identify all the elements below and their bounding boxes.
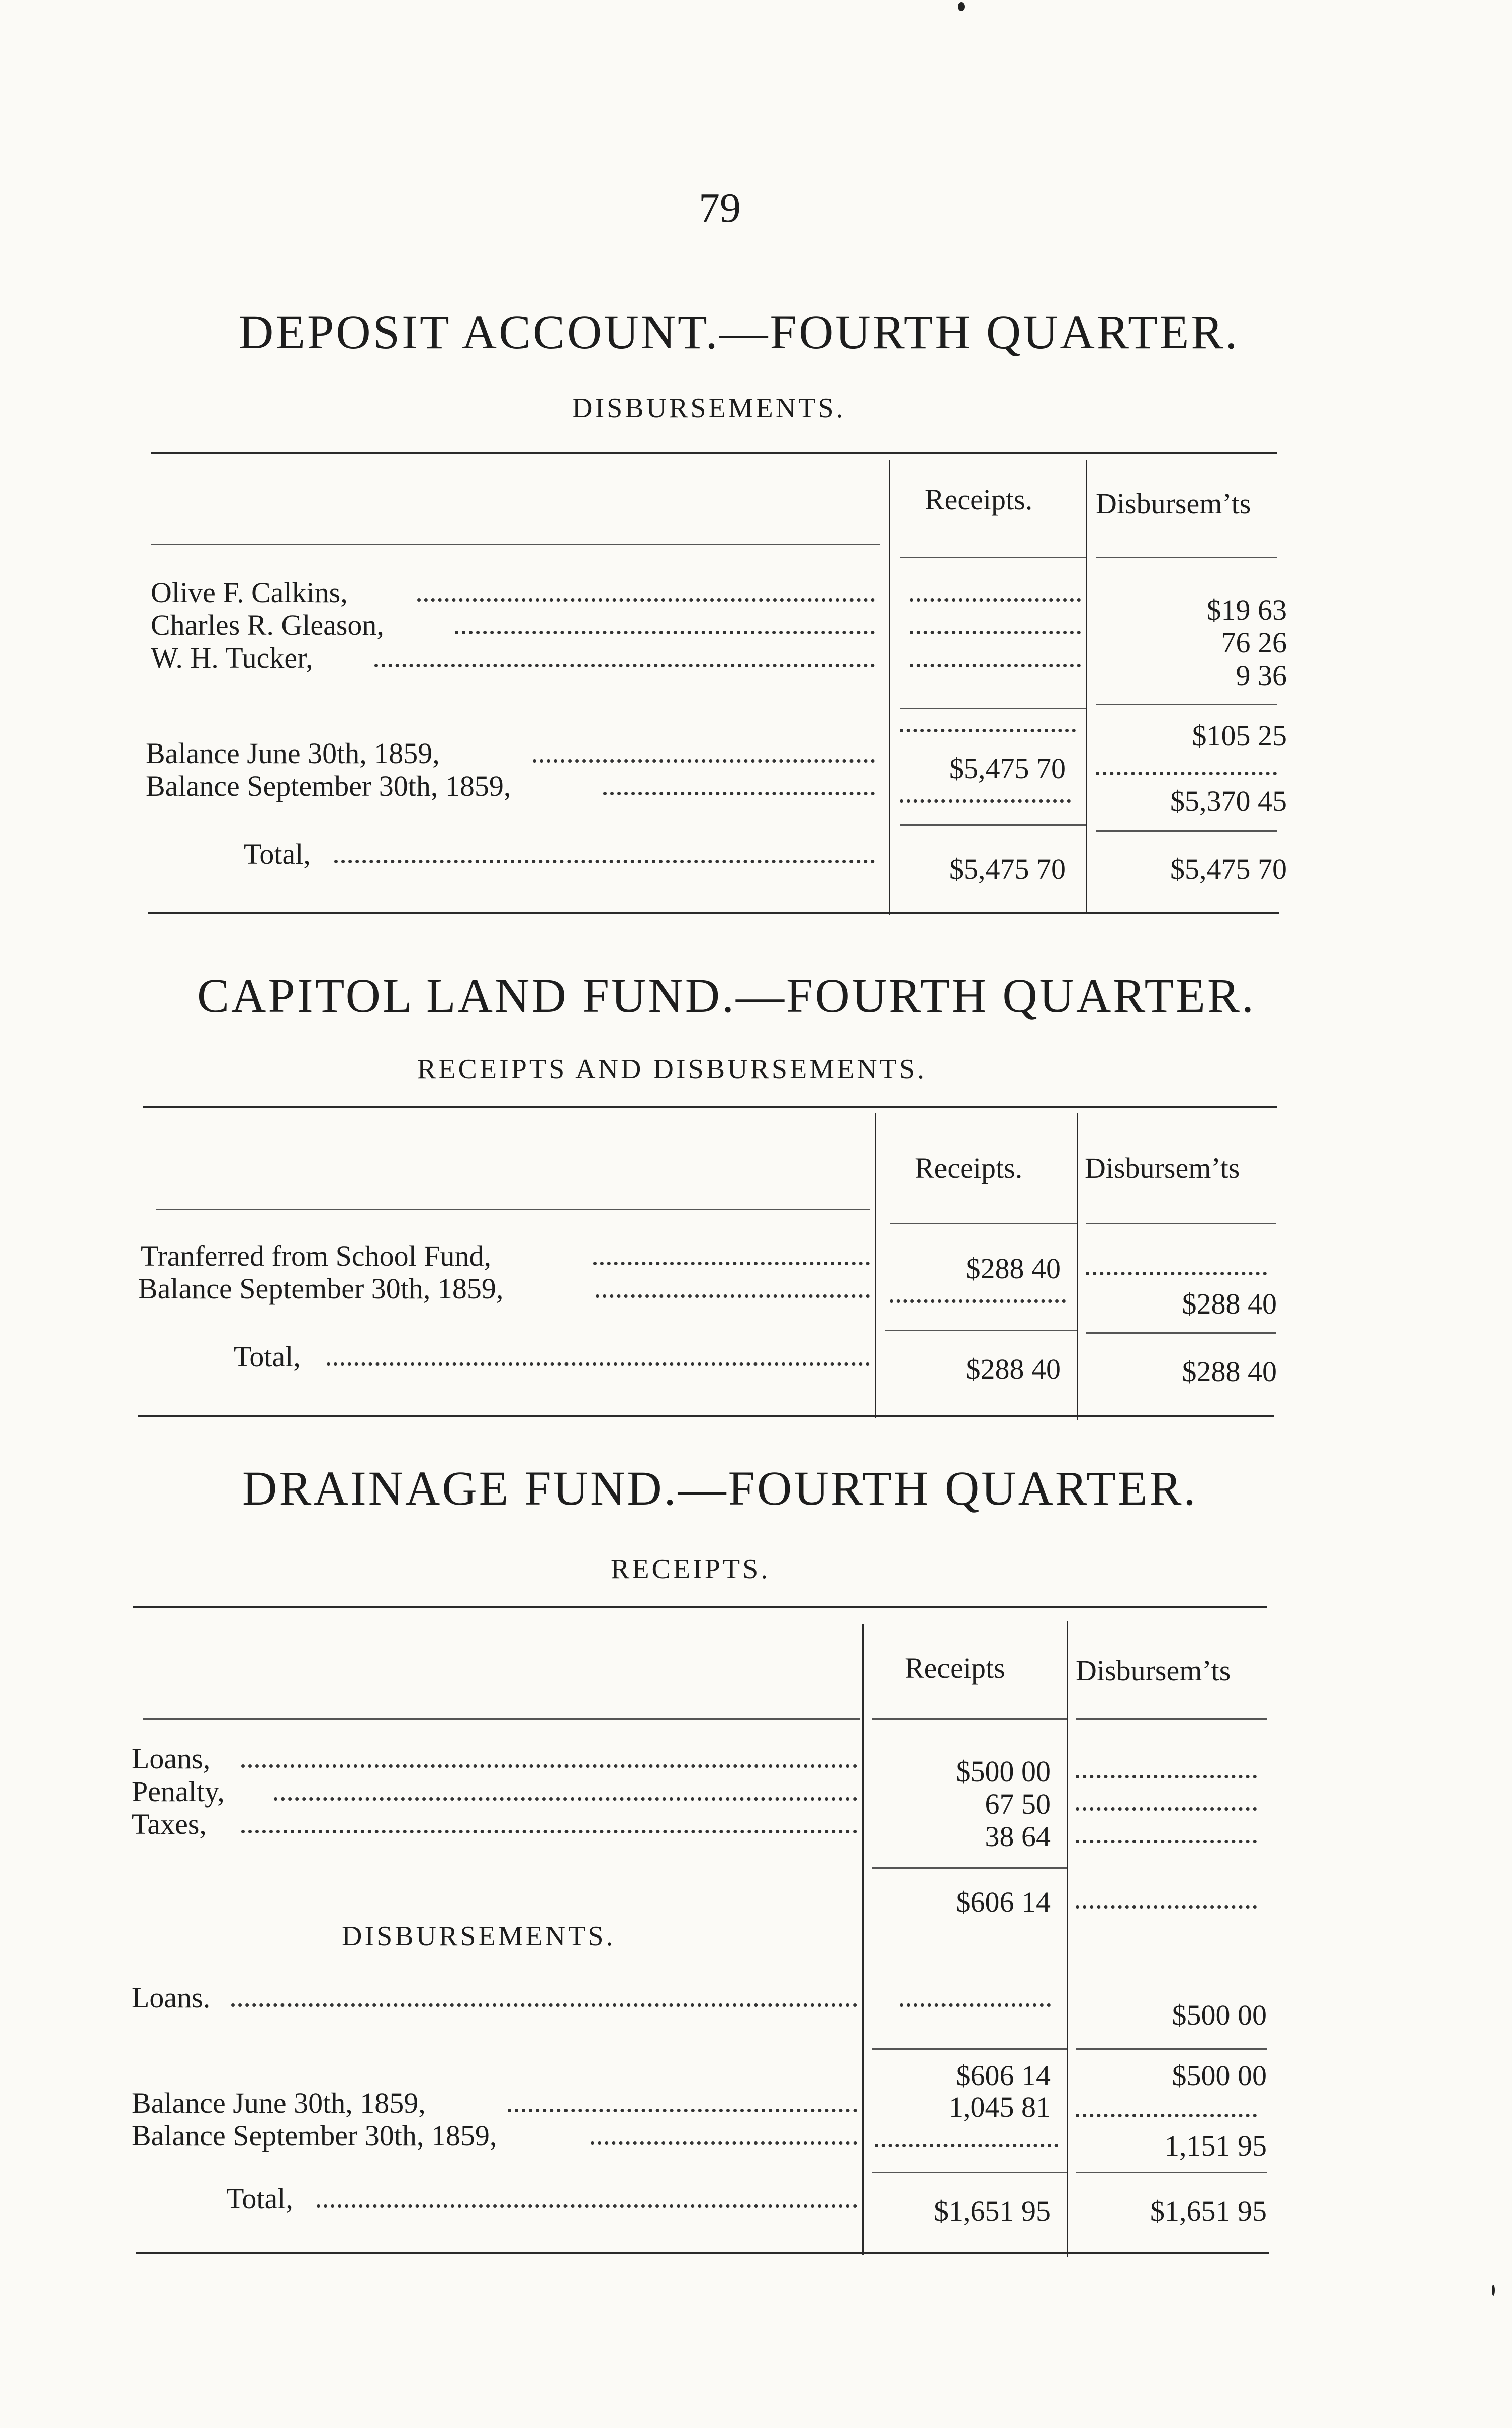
table-rule [133, 1606, 1267, 1608]
column-divider [889, 460, 890, 915]
balance-sept-label: Balance September 30th, 1859, [132, 2119, 497, 2152]
leader-dots [241, 1764, 857, 1768]
page-number: 79 [699, 184, 741, 231]
sum-rule [872, 1867, 1067, 1869]
receipts-total: $1,651 95 [934, 2195, 1051, 2227]
row-label: Taxes, [132, 1808, 207, 1840]
disb-amount: 76 26 [1221, 626, 1287, 659]
balance-sept-label: Balance September 30th, 1859, [146, 770, 511, 802]
leader-dots [1076, 1905, 1257, 1909]
col-disbursements: Disbursem’ts [1085, 1152, 1240, 1184]
leader-dots [508, 2109, 857, 2112]
receipts-total: $288 40 [966, 1353, 1061, 1385]
receipts-amount: 67 50 [985, 1788, 1051, 1820]
total-label: Total, [226, 2182, 293, 2215]
receipts-carry: $606 14 [956, 2059, 1051, 2092]
header-rule [1086, 1223, 1276, 1224]
sum-rule [1086, 1332, 1276, 1334]
sum-rule [872, 2172, 1067, 2173]
leader-dots [910, 664, 1081, 667]
transfer-label: Tranferred from School Fund, [141, 1240, 491, 1272]
table-bottom-rule [138, 1415, 1274, 1417]
deposit-subtitle: DISBURSEMENTS. [572, 393, 846, 424]
deposit-title: DEPOSIT ACCOUNT.—FOURTH QUARTER. [239, 305, 1240, 359]
table-rule [143, 1106, 1277, 1108]
leader-dots [417, 598, 875, 602]
receipts-amount: 1,045 81 [949, 2091, 1051, 2123]
leader-dots [1076, 2114, 1257, 2117]
leader-dots [455, 631, 875, 634]
leader-dots [274, 1797, 857, 1801]
header-rule [1096, 557, 1277, 558]
disbursements-heading: DISBURSEMENTS. [342, 1921, 616, 1952]
leader-dots [910, 598, 1081, 602]
leader-dots [1076, 1775, 1257, 1778]
leader-dots [900, 799, 1071, 803]
disb-amount: $5,370 45 [1170, 785, 1287, 817]
receipts-total: $5,475 70 [949, 853, 1066, 885]
balance-june-label: Balance June 30th, 1859, [146, 737, 440, 770]
column-divider [1077, 1113, 1078, 1420]
leader-dots [374, 664, 875, 667]
loans-disb-label: Loans. [132, 1981, 211, 2014]
leader-dots [1076, 1807, 1257, 1811]
leader-dots [900, 2003, 1051, 2007]
header-rule [900, 557, 1086, 558]
column-divider [862, 1624, 864, 2255]
capitol-subtitle: RECEIPTS AND DISBURSEMENTS. [417, 1054, 927, 1085]
leader-dots [317, 2204, 857, 2208]
receipts-amount: $288 40 [966, 1252, 1061, 1285]
row-label: Charles R. Gleason, [151, 609, 384, 641]
leader-dots [1096, 772, 1277, 775]
total-label: Total, [244, 837, 311, 870]
disb-total: $5,475 70 [1170, 853, 1287, 885]
header-rule [143, 1718, 860, 1720]
leader-dots [603, 792, 875, 795]
disb-amount: $500 00 [1172, 1999, 1267, 2031]
leader-dots [910, 631, 1081, 634]
leader-dots [591, 2141, 857, 2145]
leader-dots [596, 1294, 870, 1298]
row-label: Loans, [132, 1742, 211, 1775]
disb-amount: 9 36 [1236, 659, 1287, 692]
col-receipts: Receipts. [925, 483, 1033, 516]
col-disbursements: Disbursem’ts [1096, 487, 1251, 520]
header-rule [151, 544, 880, 545]
table-bottom-rule [136, 2252, 1269, 2254]
header-rule [1076, 1718, 1267, 1720]
drainage-title: DRAINAGE FUND.—FOURTH QUARTER. [242, 1461, 1198, 1515]
drainage-subtitle: RECEIPTS. [611, 1554, 771, 1585]
sum-rule [885, 1330, 1077, 1331]
sum-rule [1076, 2048, 1267, 2050]
receipts-amount: 38 64 [985, 1820, 1051, 1853]
header-rule [156, 1209, 870, 1210]
disb-total: $288 40 [1182, 1355, 1277, 1388]
leader-dots [1076, 1840, 1257, 1843]
ink-speck [1492, 2285, 1495, 2296]
column-divider [875, 1113, 876, 1418]
balance-june-label: Balance June 30th, 1859, [132, 2087, 426, 2119]
sum-rule [900, 708, 1086, 709]
disb-subtotal: $105 25 [1192, 719, 1287, 752]
col-receipts: Receipts. [915, 1152, 1023, 1184]
sum-rule [1096, 830, 1277, 832]
ink-speck [958, 2, 965, 11]
leader-dots [327, 1362, 870, 1366]
leader-dots [593, 1262, 870, 1265]
leader-dots [1086, 1272, 1267, 1275]
receipts-subtotal: $606 14 [956, 1886, 1051, 1918]
leader-dots [875, 2144, 1058, 2147]
header-rule [872, 1718, 1067, 1720]
disb-amount: 1,151 95 [1165, 2129, 1267, 2162]
leader-dots [334, 860, 875, 863]
leader-dots [890, 1299, 1066, 1303]
row-label: Olive F. Calkins, [151, 576, 348, 609]
balance-sept-label: Balance September 30th, 1859, [138, 1272, 504, 1305]
disb-amount: $19 63 [1206, 594, 1287, 626]
disb-carry: $500 00 [1172, 2059, 1267, 2092]
row-label: Penalty, [132, 1775, 225, 1808]
receipts-amount: $500 00 [956, 1755, 1051, 1788]
column-divider [1067, 1621, 1068, 2257]
column-divider [1086, 460, 1087, 912]
row-label: W. H. Tucker, [151, 641, 313, 674]
leader-dots [241, 1830, 857, 1833]
capitol-title: CAPITOL LAND FUND.—FOURTH QUARTER. [197, 969, 1256, 1022]
col-receipts: Receipts [905, 1652, 1005, 1685]
sum-rule [872, 2048, 1067, 2050]
sum-rule [1096, 704, 1277, 705]
leader-dots [900, 729, 1076, 732]
sum-rule [900, 824, 1086, 826]
receipts-amount: $5,475 70 [949, 752, 1066, 785]
leader-dots [231, 2003, 857, 2007]
sum-rule [1076, 2172, 1267, 2173]
disb-total: $1,651 95 [1150, 2195, 1267, 2227]
total-label: Total, [234, 1340, 301, 1373]
header-rule [890, 1223, 1077, 1224]
col-disbursements: Disbursem’ts [1076, 1654, 1231, 1687]
table-bottom-rule [148, 912, 1279, 914]
table-rule [151, 452, 1277, 454]
leader-dots [533, 759, 875, 763]
disb-amount: $288 40 [1182, 1287, 1277, 1320]
